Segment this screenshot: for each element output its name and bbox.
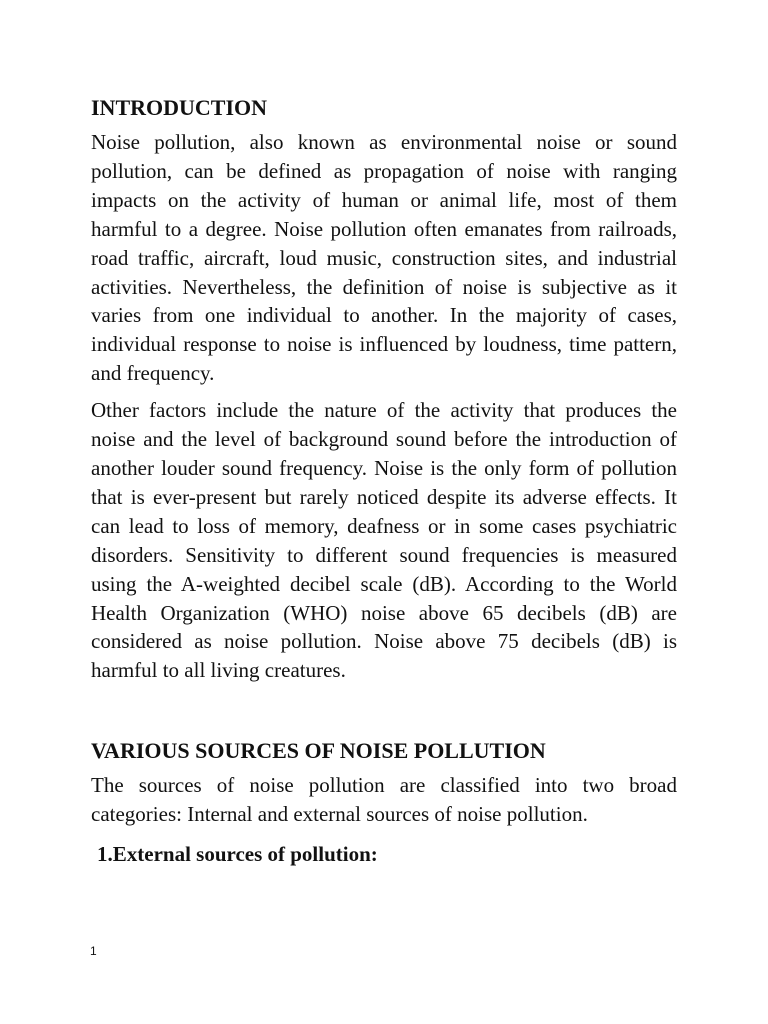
sources-heading: VARIOUS SOURCES OF NOISE POLLUTION [91, 738, 546, 764]
sources-section [91, 735, 677, 869]
introduction-heading: INTRODUCTION [91, 95, 268, 120]
introduction-paragraph-2: Other factors include the nature of the activity that produces the noise and the level of background sound before the introduction of another louder sound frequency. Noise is the only form of pollution that is ever-present but rarely noticed despite its adverse effects. It can lead to loss of memory, deafness or in some cases psychiatric disorders. Sensitivity to different sound frequencies is measured using the A-weighted decibel scale (dB). According to the World Health Organization (WHO) noise above 65 decibels (dB) are considered as noise pollution. Noise above 75 decibels (dB) is harmful to all living creatures. [91, 398, 677, 683]
introduction-section [91, 92, 677, 685]
external-sources-subheading: 1.External sources of pollution: [97, 842, 378, 867]
page-number: 1 [90, 944, 97, 958]
document-page [91, 92, 677, 869]
introduction-paragraph-1: Noise pollution, also known as environmental noise or sound pollution, can be defined as propagation of noise with ranging impacts on the activity of human or animal life, most of them harmful to a degree. Noise pollution often emanates from railroads, road traffic, aircraft, loud music, construction sites, and industrial activities. Nevertheless, the definition of noise is subjective as it varies from one individual to another. In the majority of cases, individual response to noise is influenced by loudness, time pattern, and frequency. [91, 130, 677, 386]
sources-paragraph: The sources of noise pollution are classified into two broad categories: Internal and external sources of noise pollution. [91, 773, 677, 827]
